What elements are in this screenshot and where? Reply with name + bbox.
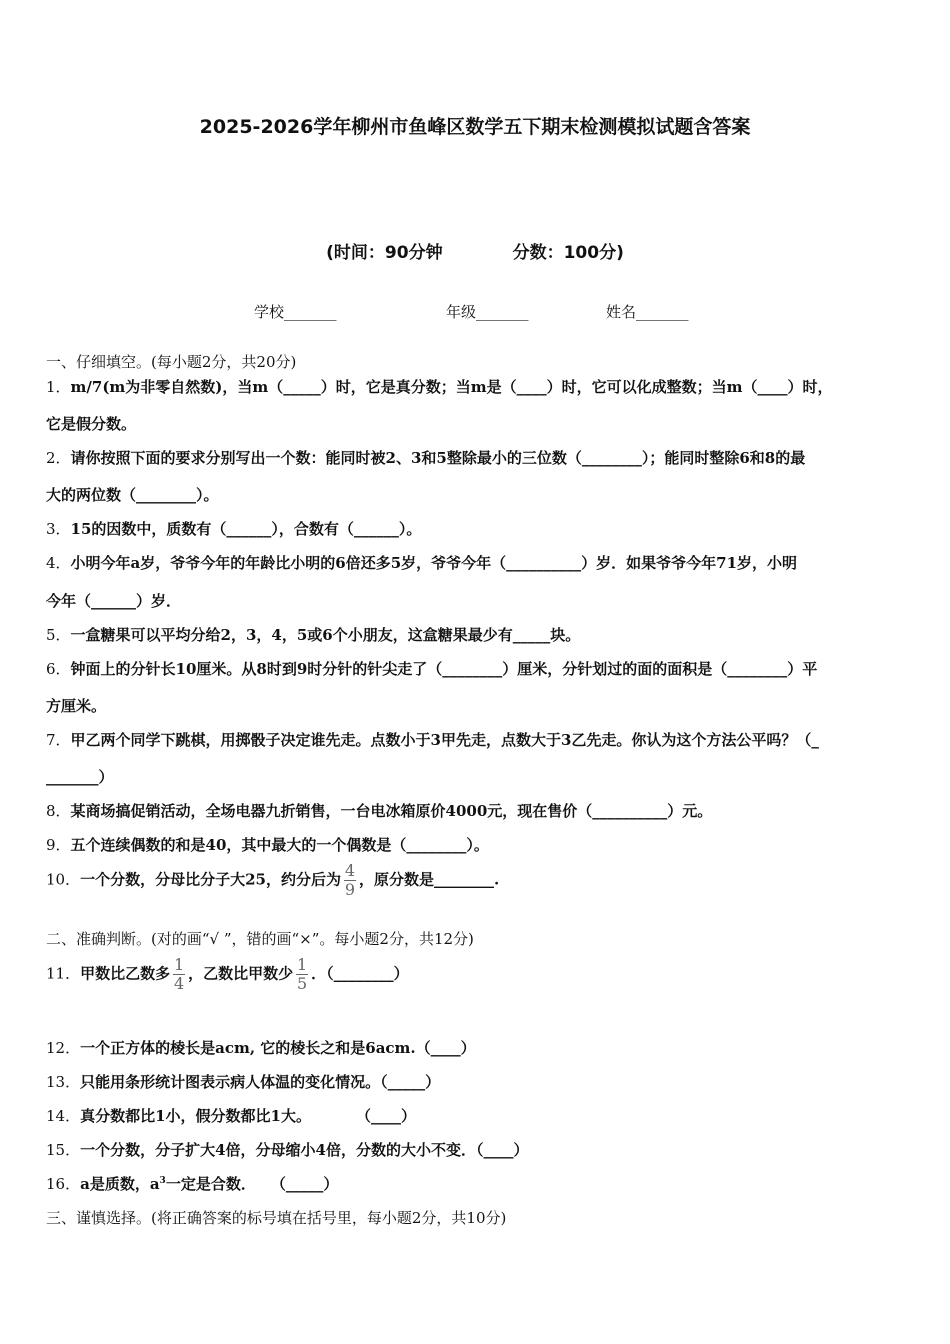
question-16: 16．a是质数，$a^3$一定是合数． （_____）	[46, 1175, 339, 1193]
fraction-1-5: $\frac{1}{5}$	[297, 955, 308, 993]
school-field: 学校_______	[254, 303, 337, 321]
question-15: 15．一个分数，分子扩大4倍，分母缩小4倍，分数的大小不变．（____）	[46, 1141, 529, 1159]
question-4: 4．小明今年a岁，爷爷今年的年龄比小明的6倍还多5岁，爷爷今年（__________）岁．如果爷爷今年71岁，小明	[46, 554, 798, 572]
question-6: 6．钟面上的分针长10厘米。从8时到9时分针的针尖走了（________）厘米，分针划过的面的面积是（________）平	[46, 660, 818, 678]
fraction-1-4: $\frac{1}{4}$	[174, 955, 185, 993]
question-13: 13．只能用条形统计图表示病人体温的变化情况。（_____）	[46, 1073, 441, 1091]
question-11: 11．甲数比乙数多 $\frac{1}{4}$ ，乙数比甲数少 $\frac{1}{5}$ ．（________）	[46, 955, 409, 993]
question-10: 10．一个分数，分母比分子大25，约分后为 $\frac{4}{9}$ ，原分数是________.	[46, 861, 500, 899]
question-1-cont: 它是假分数。	[46, 415, 137, 433]
exam-meta	[0, 238, 950, 263]
question-9: 9．五个连续偶数的和是40，其中最大的一个偶数是（________）。	[46, 836, 489, 854]
question-5: 5．一盒糖果可以平均分给2，3，4，5或6个小朋友，这盒糖果最少有_____块。	[46, 626, 581, 644]
question-8: 8．某商场搞促销活动，全场电器九折销售，一台电冰箱原价4000元，现在售价（__________）元。	[46, 802, 713, 820]
section-2-heading: 二、准确判断。(对的画“√ ”，错的画“×”。每小题2分，共12分)	[46, 930, 474, 948]
question-7-cont: _______）	[46, 768, 114, 786]
question-4-cont: 今年（______）岁．	[46, 592, 182, 610]
section-3-heading: 三、谨慎选择。(将正确答案的标号填在括号里，每小题2分，共10分)	[46, 1209, 507, 1227]
fraction-4-9: $\frac{4}{9}$	[344, 861, 356, 899]
question-14: 14．真分数都比1小，假分数都比1大。 （____）	[46, 1107, 416, 1125]
name-field: 姓名_______	[606, 303, 689, 321]
page-title: 2025-2026学年柳州市鱼峰区数学五下期末检测模拟试题含答案	[199, 116, 751, 138]
grade-field: 年级_______	[446, 303, 529, 321]
question-3: 3．15的因数中，质数有（______），合数有（______）。	[46, 520, 422, 538]
question-6-cont: 方厘米。	[46, 697, 107, 715]
time-limit: (时间：90分钟	[326, 243, 443, 263]
total-score: 分数：100分)	[512, 243, 624, 263]
question-2: 2．请你按照下面的要求分别写出一个数：能同时被2、3和5整除最小的三位数（________）；能同时整除6和8的最	[46, 449, 806, 467]
question-7: 7．甲乙两个同学下跳棋，用掷骰子决定谁先走。点数小于3甲先走，点数大于3乙先走。你认为这个方法公平吗？（_	[46, 731, 819, 749]
question-1: 1．m/7(m为非零自然数)，当m（_____）时，它是真分数；当m是（____）时，它可以化成整数；当m（____）时，	[46, 378, 833, 396]
question-2-cont: 大的两位数（________）。	[46, 486, 219, 504]
question-12: 12．一个正方体的棱长是acm, 它的棱长之和是6acm.（____）	[46, 1039, 476, 1057]
section-1-heading: 一、仔细填空。(每小题2分，共20分)	[46, 353, 297, 371]
